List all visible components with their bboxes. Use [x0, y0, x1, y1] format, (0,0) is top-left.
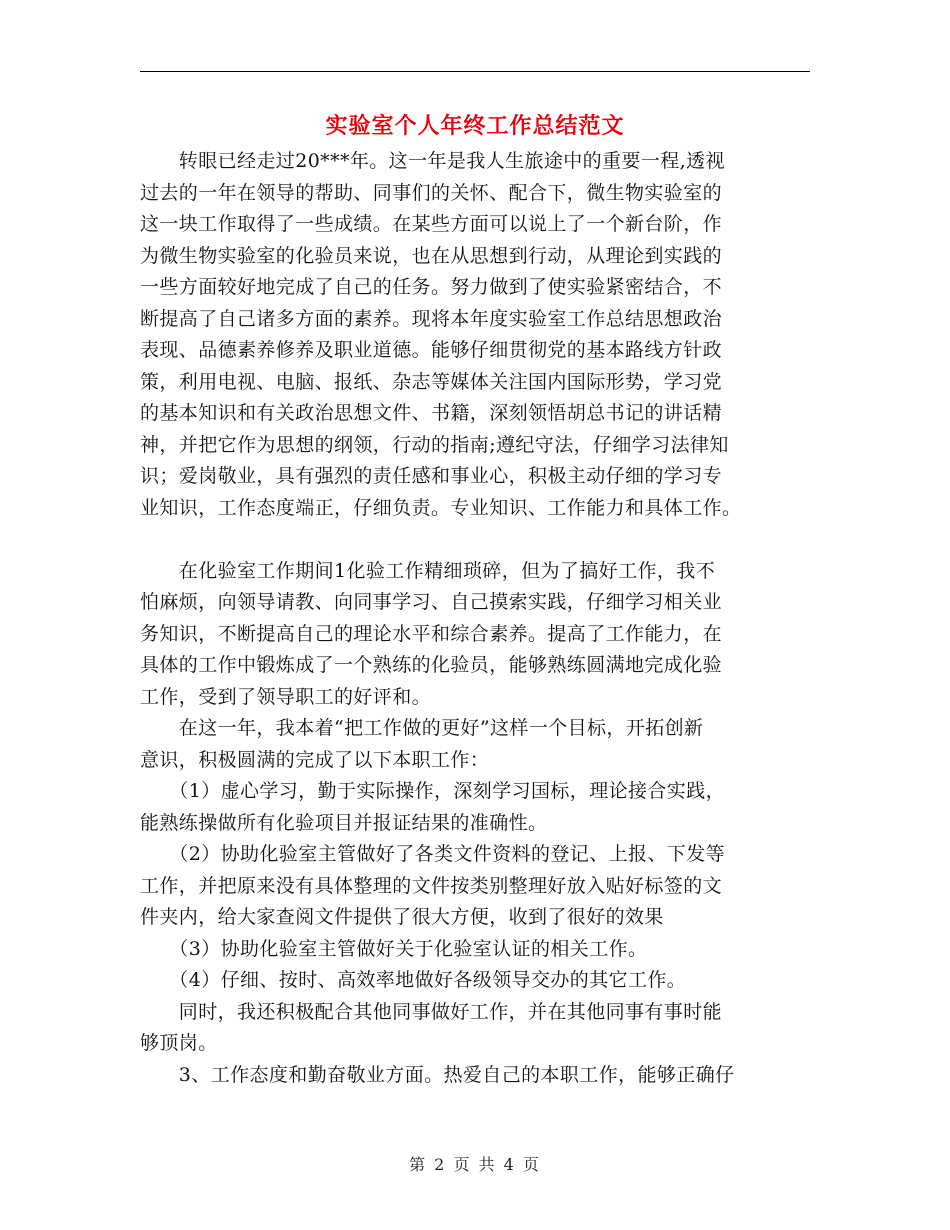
text-line: 在化验室工作期间1化验工作精细琐碎，但为了搞好工作，我不	[140, 559, 716, 582]
text-line: 表现、品德素养修养及职业道德。能够仔细贯彻党的基本路线方针政	[140, 339, 723, 361]
text-line: 同时，我还积极配合其他同事做好工作，并在其他同事有事时能	[140, 1000, 723, 1023]
text-line: （3）协助化验室主管做好关于化验室认证的相关工作。	[140, 937, 648, 960]
text-line: 意识，积极圆满的完成了以下本职工作：	[140, 748, 490, 771]
text-line: （4）仔细、按时、高效率地做好各级领导交办的其它工作。	[140, 969, 687, 991]
text-line: 能熟练操做所有化验项目并报证结果的准确性。	[140, 811, 548, 834]
text-line: 够顶岗。	[140, 1032, 218, 1054]
text-line: 过去的一年在领导的帮助、同事们的关怀、配合下，微生物实验室的	[140, 181, 723, 204]
text-line: 业知识，工作态度端正，仔细负责。专业知识、工作能力和具体工作。	[140, 496, 742, 519]
paragraph-gap	[140, 524, 810, 556]
text-line: 怕麻烦，向领导请教、向同事学习、自己摸索实践，仔细学习相关业	[140, 591, 723, 613]
text-line: 一些方面较好地完成了自己的任务。努力做到了使实验紧密结合，不	[140, 276, 723, 298]
text-line: 的基本知识和有关政治思想文件、书籍，深刻领悟胡总书记的讲话精	[140, 402, 723, 424]
text-line: 工作，并把原来没有具体整理的文件按类别整理好放入贴好标签的文	[140, 874, 723, 897]
text-line: （1）虚心学习，勤于实际操作，深刻学习国标，理论接合实践，	[140, 780, 725, 802]
text-line: 识；爱岗敬业，具有强烈的责任感和事业心，积极主动仔细的学习专	[140, 465, 723, 487]
document-body	[140, 146, 810, 1091]
text-line: 断提高了自己诸多方面的素养。现将本年度实验室工作总结思想政治	[140, 307, 723, 330]
header-rule	[140, 71, 810, 72]
text-line: 神，并把它作为思想的纲领，行动的指南;遵纪守法，仔细学习法律知	[140, 433, 729, 456]
document-title: 实验室个人年终工作总结范文	[325, 113, 625, 139]
text-line: 这一块工作取得了一些成绩。在某些方面可以说上了一个新台阶，作	[140, 213, 723, 235]
page-number: 第 2 页 共 4 页	[409, 1155, 541, 1174]
text-line: 务知识，不断提高自己的理论水平和综合素养。提高了工作能力，在	[140, 622, 723, 645]
text-line: 为微生物实验室的化验员来说，也在从思想到行动，从理论到实践的	[140, 244, 723, 267]
text-line: 具体的工作中锻炼成了一个熟练的化验员，能够熟练圆满地完成化验	[140, 654, 723, 676]
text-line: 策，利用电视、电脑、报纸、杂志等媒体关注国内国际形势，学习党	[140, 370, 723, 393]
text-line: 转眼已经走过20***年。这一年是我人生旅途中的重要一程,透视	[140, 150, 725, 172]
text-line: （2）协助化验室主管做好了各类文件资料的登记、上报、下发等	[140, 843, 725, 865]
text-line: 在这一年，我本着“把工作做的更好”这样一个目标，开拓创新	[140, 717, 704, 739]
text-line: 3、工作态度和勤奋敬业方面。热爱自己的本职工作，能够正确仔	[140, 1063, 735, 1086]
text-line: 件夹内，给大家查阅文件提供了很大方便，收到了很好的效果	[140, 906, 664, 928]
text-line: 工作，受到了领导职工的好评和。	[140, 685, 432, 708]
